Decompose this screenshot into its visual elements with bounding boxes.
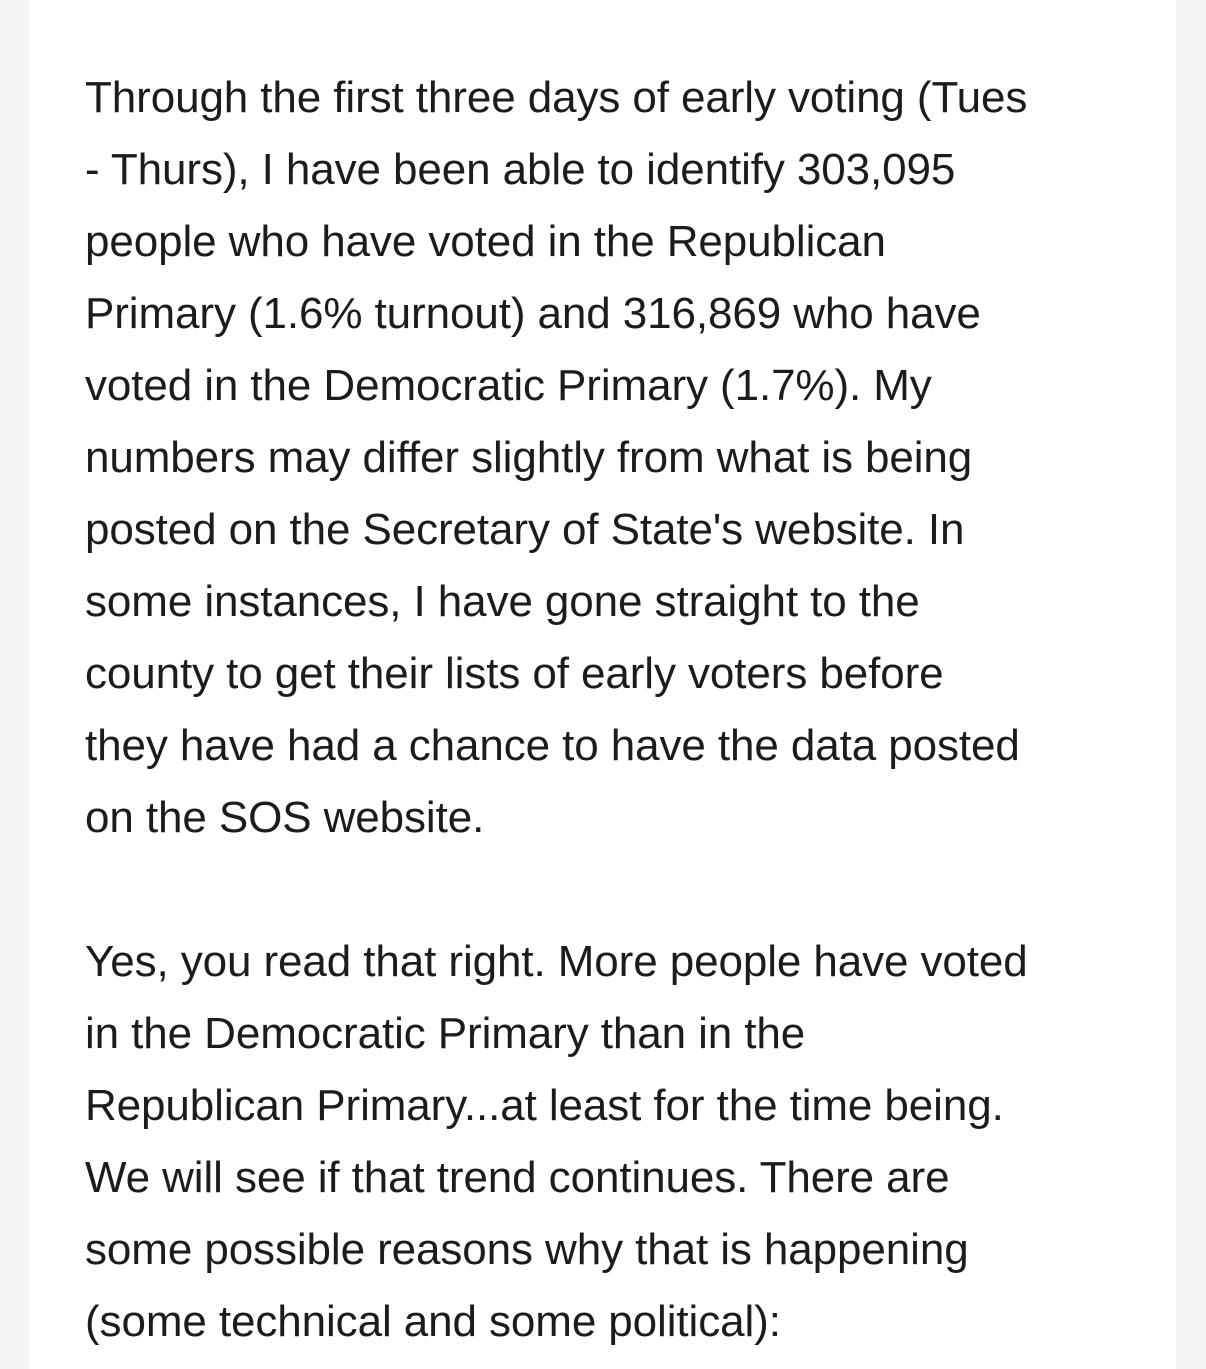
text-line: voted in the Democratic Primary (1.7%). My [85, 361, 932, 410]
text-line: We will see if that trend continues. There are [85, 1153, 950, 1202]
text-line: on the SOS website. [85, 793, 485, 842]
text-line: numbers may differ slightly from what is being [85, 433, 973, 482]
text-line: (some technical and some political): [85, 1297, 781, 1346]
paragraph-early-voting-counts [85, 62, 1145, 854]
article-body [85, 62, 1145, 1358]
text-line: people who have voted in the Republican [85, 217, 886, 266]
text-line: county to get their lists of early voters before [85, 649, 944, 698]
text-line: Through the first three days of early voting (Tues [85, 73, 1028, 122]
text-line: some possible reasons why that is happening [85, 1225, 969, 1274]
text-line: posted on the Secretary of State's website. In [85, 505, 965, 554]
text-line: - Thurs), I have been able to identify 303,095 [85, 145, 956, 194]
text-line: they have had a chance to have the data posted [85, 721, 1020, 770]
text-line: Republican Primary...at least for the time being. [85, 1081, 1004, 1130]
text-line: Primary (1.6% turnout) and 316,869 who have [85, 289, 981, 338]
text-line: some instances, I have gone straight to the [85, 577, 920, 626]
document-page [30, 0, 1176, 1369]
text-line: in the Democratic Primary than in the [85, 1009, 806, 1058]
paragraph-democratic-lead [85, 926, 1145, 1358]
text-line: Yes, you read that right. More people have voted [85, 937, 1028, 986]
